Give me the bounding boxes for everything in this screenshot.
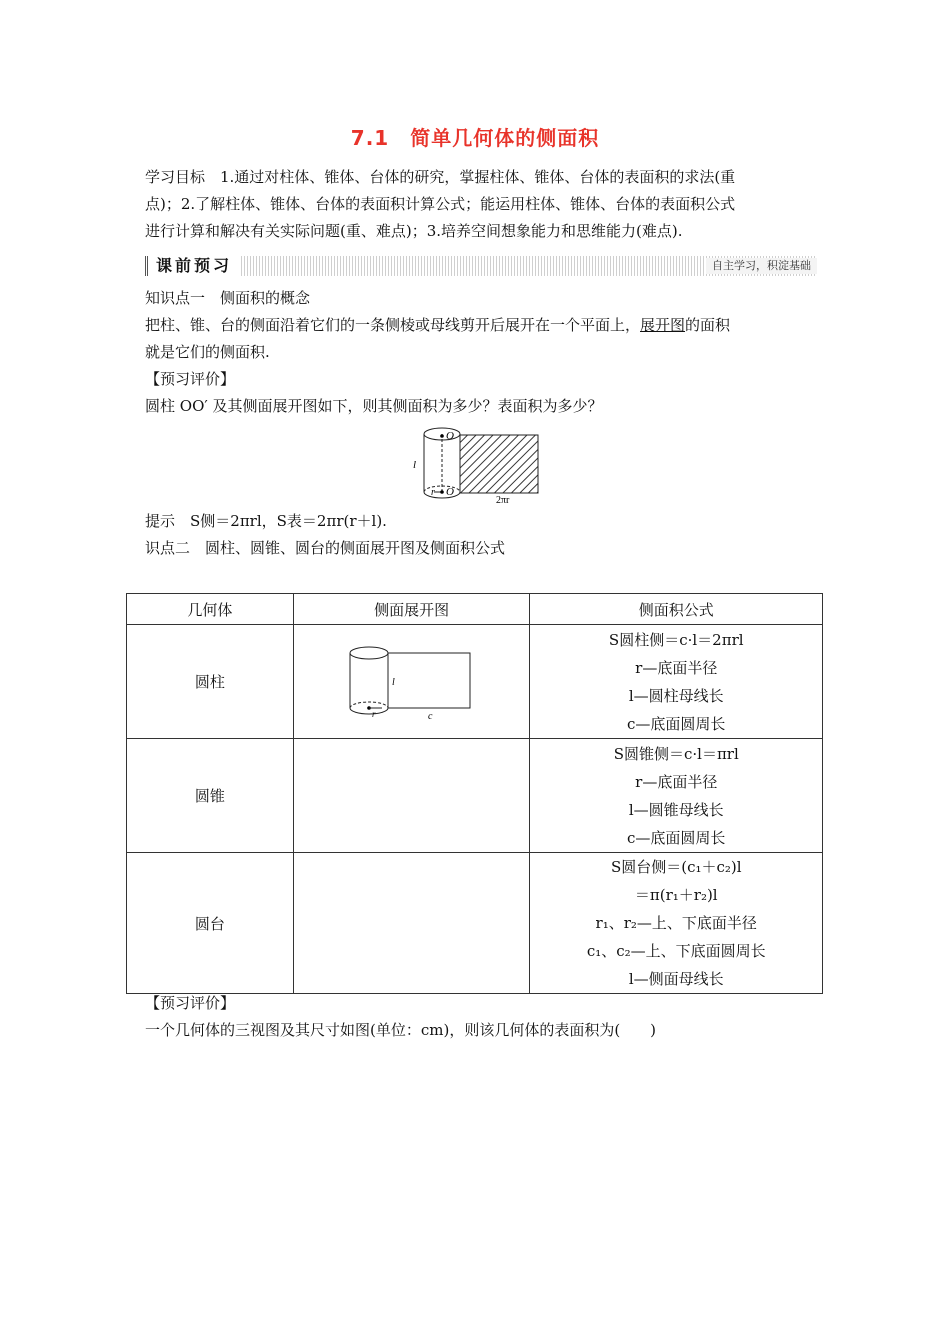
formula-line: r₁、r₂—上、下底面半径 (595, 914, 757, 932)
header-net: 侧面展开图 (293, 594, 530, 625)
formula-cell (530, 739, 823, 853)
net-label-r: r (371, 708, 376, 719)
formula-line: l—侧面母线长 (628, 970, 724, 988)
kp1-heading: 知识点一 侧面积的概念 (145, 289, 311, 307)
row-name: 圆柱 (127, 625, 294, 739)
hint-and-kp2 (145, 508, 813, 562)
label-o-bottom: O (446, 486, 454, 498)
net-cell-empty (293, 739, 530, 853)
eval1-heading: 【预习评价】 (145, 370, 236, 388)
preview-evaluation-2 (145, 990, 813, 1044)
net-label-c: c (427, 710, 433, 721)
kp2-heading: 识点二 圆柱、圆锥、圆台的侧面展开图及侧面积公式 (145, 539, 506, 557)
table-row-frustum (127, 853, 823, 994)
label-o-top: O (446, 430, 454, 442)
formula-line: S圆柱侧＝c·l＝2πrl (608, 630, 744, 649)
objectives-line-3: 进行计算和解决有关实际问题(重、难点)；3.培养空间想象能力和思维能力(难点). (145, 222, 683, 240)
eval2-question: 一个几何体的三视图及其尺寸如图(单位：cm)，则该几何体的表面积为( ) (145, 1021, 657, 1039)
table-header-row (127, 594, 823, 625)
eval1-question: 圆柱 OO′ 及其侧面展开图如下，则其侧面积为多少？表面积为多少？ (145, 397, 603, 415)
page-title: 7.1 简单几何体的侧面积 (350, 126, 600, 150)
cylinder-net-figure (342, 643, 482, 721)
eval2-heading: 【预习评价】 (145, 994, 236, 1012)
formula-line: c—底面圆周长 (627, 714, 726, 733)
header-formula: 侧面积公式 (530, 594, 823, 625)
lateral-area-table (126, 593, 823, 994)
formula-line: S圆锥侧＝c·l＝πrl (613, 744, 739, 763)
net-label-l: l (391, 676, 395, 688)
label-l: l (413, 459, 417, 471)
net-cell-empty (293, 853, 530, 994)
net-cell (293, 625, 530, 739)
formula-line: ＝π(r₁＋r₂)l (634, 886, 718, 904)
formula-line: S圆台侧＝(c₁＋c₂)l (610, 858, 742, 876)
banner-title: 课前预习 (145, 256, 240, 276)
formula-line: r—底面半径 (635, 772, 718, 791)
banner-subtitle: 自主学习，积淀基础 (706, 258, 817, 274)
kp1-text: 把柱、锥、台的侧面沿着它们的一条侧棱或母线剪开后展开在一个平面上，展开图的面积 (145, 316, 731, 334)
formula-line: l—圆锥母线长 (628, 800, 724, 819)
formula-line: c—底面圆周长 (627, 828, 726, 847)
section-banner (145, 256, 817, 276)
knowledge-point-1 (145, 285, 813, 420)
kp1-text-line2: 就是它们的侧面积. (145, 343, 270, 361)
objectives-line-2: 点)；2.了解柱体、锥体、台体的表面积计算公式；能运用柱体、锥体、台体的表面积公式 (145, 195, 736, 213)
formula-line: r—底面半径 (635, 658, 718, 677)
table-row-cylinder (127, 625, 823, 739)
learning-objectives (145, 164, 813, 245)
formula-cell (530, 853, 823, 994)
header-solid: 几何体 (127, 594, 294, 625)
label-r: r (431, 487, 435, 498)
row-name: 圆台 (127, 853, 294, 994)
objectives-line-1: 学习目标 1.通过对柱体、锥体、台体的研究，掌握柱体、锥体、台体的表面积的求法(重 (145, 168, 736, 186)
row-name: 圆锥 (127, 739, 294, 853)
table-row-cone (127, 739, 823, 853)
formula-line: c₁、c₂—上、下底面圆周长 (586, 942, 766, 960)
formula-cell (530, 625, 823, 739)
cylinder-unrolled-figure (410, 424, 550, 504)
formula-line: l—圆柱母线长 (628, 686, 724, 705)
eval1-hint: 提示 S侧＝2πrl，S表＝2πr(r＋l). (145, 512, 387, 530)
kp1-underlined-term: 展开图 (640, 316, 686, 334)
label-2pi-r: 2πr (496, 495, 510, 504)
